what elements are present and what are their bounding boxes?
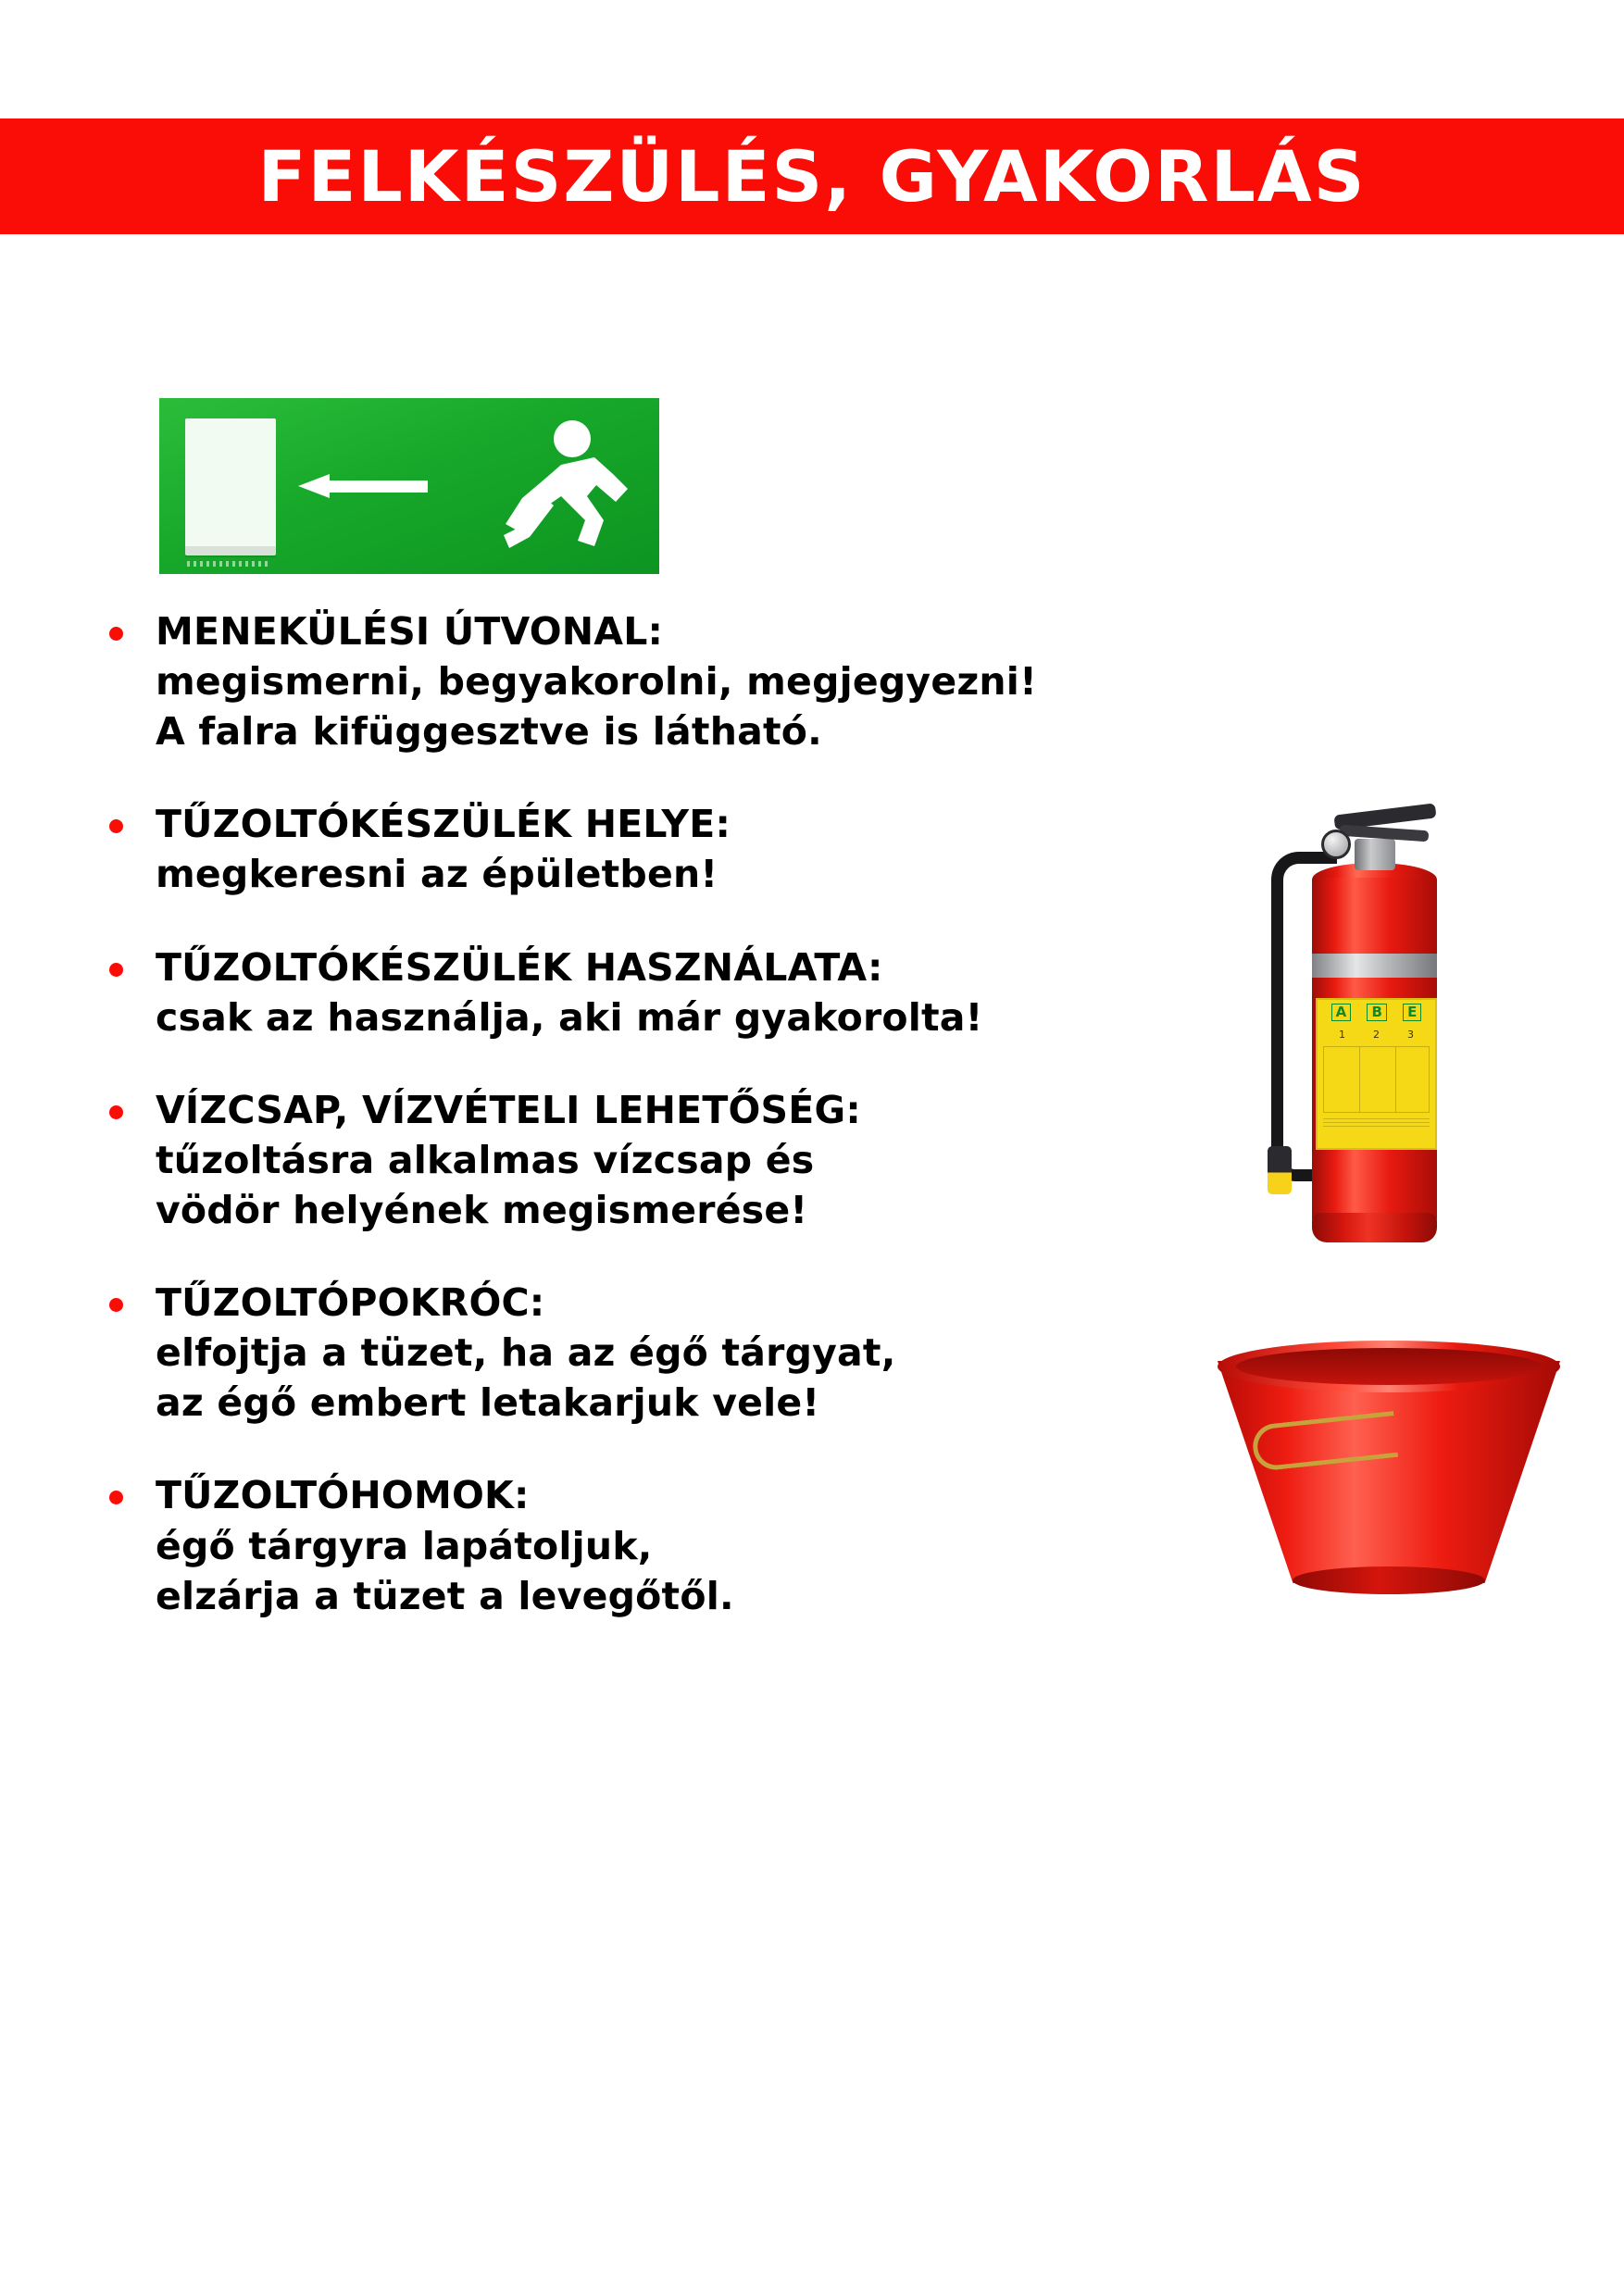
list-item-line: csak az használja, aki már gyakorolta! <box>156 994 983 1040</box>
extinguisher-neck <box>1355 839 1395 870</box>
extinguisher-base <box>1312 1213 1437 1242</box>
list-item-line: égő tárgyra lapátoljuk, <box>156 1523 653 1568</box>
extinguisher-label <box>1316 998 1437 1150</box>
list-item-line: megismerni, begyakorolni, megjegyezni! <box>156 659 1037 705</box>
fire-class-row <box>1318 1000 1435 1021</box>
label-pictograms <box>1323 1046 1430 1113</box>
list-item <box>93 1085 1185 1235</box>
label-fineprint <box>1323 1117 1430 1127</box>
bullet-icon <box>109 1298 123 1312</box>
pressure-gauge-icon <box>1321 830 1351 859</box>
list-item-title: TŰZOLTÓKÉSZÜLÉK HASZNÁLATA: <box>156 944 883 990</box>
left-arrow-icon <box>298 474 428 498</box>
list-item <box>93 1278 1185 1428</box>
fire-class-e: E <box>1403 1004 1421 1021</box>
exit-door-shape <box>185 418 276 555</box>
fire-bucket-image <box>1208 1333 1569 1602</box>
bullet-icon <box>109 963 123 977</box>
page-title: FELKÉSZÜLÉS, GYAKORLÁS <box>257 134 1367 218</box>
bullet-icon <box>109 1105 123 1119</box>
list-item <box>93 1470 1185 1620</box>
list-item-title: VÍZCSAP, VÍZVÉTELI LEHETŐSÉG: <box>156 1087 861 1132</box>
step-number-1: 1 <box>1339 1028 1345 1041</box>
list-item <box>93 606 1185 756</box>
list-item-line: elzárja a tüzet a levegőtől. <box>156 1573 734 1618</box>
fire-extinguisher-image <box>1255 778 1505 1268</box>
emergency-exit-sign-image <box>159 398 659 574</box>
exit-door-shadow <box>185 546 276 557</box>
bullet-icon <box>109 819 123 833</box>
list-item <box>93 799 1185 899</box>
extinguisher-nozzle <box>1268 1146 1292 1194</box>
list-item-title: TŰZOLTÓKÉSZÜLÉK HELYE: <box>156 802 731 847</box>
list-item-title: TŰZOLTÓPOKRÓC: <box>156 1280 545 1326</box>
running-man-icon <box>465 417 636 560</box>
bucket-body <box>1218 1361 1560 1583</box>
list-item-line: vödör helyének megismerése! <box>156 1187 808 1232</box>
list-item-line: megkeresni az épületben! <box>156 852 718 897</box>
fire-class-a: A <box>1331 1004 1352 1021</box>
arrow-head <box>298 474 330 498</box>
list-item <box>93 942 1185 1042</box>
checklist <box>93 606 1185 1664</box>
list-item-line: elfojtja a tüzet, ha az égő tárgyat, <box>156 1330 896 1376</box>
extinguisher-band <box>1312 954 1437 978</box>
bullet-icon <box>109 627 123 641</box>
list-item-line: tűzoltásra alkalmas vízcsap és <box>156 1137 815 1182</box>
header-banner <box>0 119 1624 234</box>
bucket-inner <box>1236 1348 1542 1385</box>
label-step-numbers <box>1318 1021 1435 1041</box>
bullet-icon <box>109 1491 123 1504</box>
sign-texture <box>187 561 270 567</box>
list-item-line: A falra kifüggesztve is látható. <box>156 709 822 755</box>
list-item-title: MENEKÜLÉSI ÚTVONAL: <box>156 609 664 654</box>
bucket-bottom <box>1293 1566 1485 1594</box>
list-item-title: TŰZOLTÓHOMOK: <box>156 1473 530 1518</box>
step-number-2: 2 <box>1373 1028 1380 1041</box>
fire-class-b: B <box>1367 1004 1386 1021</box>
step-number-3: 3 <box>1407 1028 1414 1041</box>
arrow-shaft <box>326 480 428 493</box>
list-item-line: az égő embert letakarjuk vele! <box>156 1380 820 1426</box>
